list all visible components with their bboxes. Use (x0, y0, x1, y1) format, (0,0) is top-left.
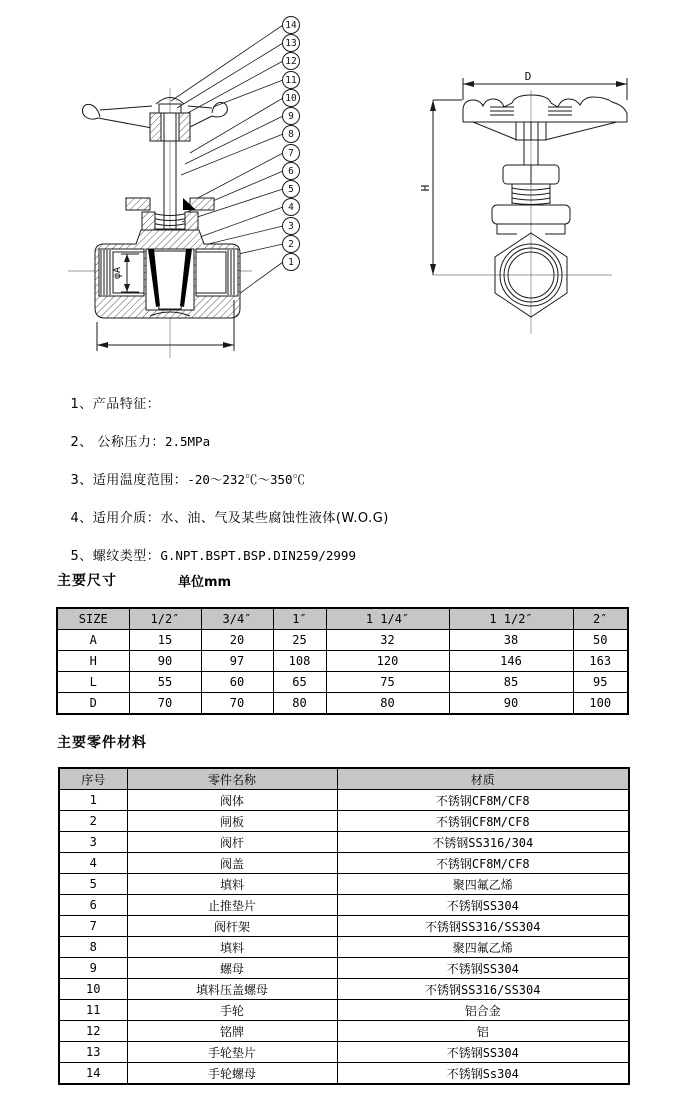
column-header: 2″ (573, 608, 628, 630)
header-row (59, 768, 629, 790)
table-cell: 2 (59, 811, 127, 832)
table-cell: 100 (573, 693, 628, 715)
materials-table-body (59, 790, 629, 1085)
materials-table (58, 767, 630, 1085)
table-row (59, 811, 629, 832)
feature-label: 3、适用温度范围： (70, 473, 188, 488)
table-cell: 60 (201, 672, 273, 693)
table-cell: 手轮螺母 (127, 1063, 337, 1085)
table-cell: 20 (201, 630, 273, 651)
column-header: 1″ (273, 608, 326, 630)
table-row (59, 916, 629, 937)
table-cell: 止推垫片 (127, 895, 337, 916)
dim-h (430, 100, 462, 275)
table-cell: 4 (59, 853, 127, 874)
materials-section-title: 主要零件材料 (57, 735, 147, 751)
table-row (59, 853, 629, 874)
dimensions-section-title: 主要尺寸 (57, 573, 117, 589)
column-header: 1/2″ (129, 608, 201, 630)
column-header: 1 1/4″ (326, 608, 449, 630)
table-cell: 75 (326, 672, 449, 693)
column-header: 材质 (337, 768, 629, 790)
column-header: SIZE (57, 608, 129, 630)
table-cell: 聚四氟乙烯 (337, 874, 629, 895)
table-row (59, 895, 629, 916)
table-cell: 不锈钢SS304 (337, 958, 629, 979)
table-cell: 闸板 (127, 811, 337, 832)
table-cell: 97 (201, 651, 273, 672)
table-cell: 70 (201, 693, 273, 715)
table-row (59, 1000, 629, 1021)
callout-number-14: 14 (285, 20, 297, 31)
table-cell: 80 (326, 693, 449, 715)
feature-value: G.NPT.BSPT.BSP.DIN259/2999 (160, 548, 356, 563)
callout-number-13: 13 (285, 38, 297, 49)
callout-number-3: 3 (288, 221, 294, 232)
valve-diagram (0, 0, 688, 372)
table-cell: 163 (573, 651, 628, 672)
callout-number-7: 7 (288, 148, 294, 159)
table-row (59, 1063, 629, 1085)
table-cell: 55 (129, 672, 201, 693)
table-cell: 阀杆架 (127, 916, 337, 937)
table-cell: 120 (326, 651, 449, 672)
feature-label: 1、产品特征： (70, 397, 161, 412)
table-row (59, 790, 629, 811)
table-cell: 13 (59, 1042, 127, 1063)
table-row (57, 693, 628, 715)
handwheel-side (463, 95, 627, 140)
table-cell: 70 (129, 693, 201, 715)
unit-label: 单位mm (178, 575, 232, 590)
dimensions-table-body (57, 630, 628, 715)
table-cell: 不锈钢CF8M/CF8 (337, 790, 629, 811)
callout-number-10: 10 (285, 93, 297, 104)
table-cell: 8 (59, 937, 127, 958)
callout-number-12: 12 (285, 56, 297, 67)
table-cell: 填料 (127, 874, 337, 895)
column-header: 1 1/2″ (449, 608, 573, 630)
column-header: 零件名称 (127, 768, 337, 790)
materials-table-head (59, 768, 629, 790)
table-cell: 3 (59, 832, 127, 853)
table-cell: 10 (59, 979, 127, 1000)
table-row (59, 1042, 629, 1063)
table-cell: 聚四氟乙烯 (337, 937, 629, 958)
table-cell: 阀杆 (127, 832, 337, 853)
table-row (57, 651, 628, 672)
table-cell: 阀体 (127, 790, 337, 811)
table-cell: 不锈钢SS316/SS304 (337, 916, 629, 937)
handwheel-section (82, 98, 227, 142)
table-cell: 95 (573, 672, 628, 693)
dimensions-table-head (57, 608, 628, 630)
column-header: 3/4″ (201, 608, 273, 630)
table-row (59, 937, 629, 958)
feature-label: 2、 公称压力： (70, 435, 165, 450)
table-row (57, 672, 628, 693)
callout-number-4: 4 (288, 202, 294, 213)
callout-number-11: 11 (285, 75, 297, 86)
table-cell: 146 (449, 651, 573, 672)
table-cell: 铝 (337, 1021, 629, 1042)
callout-number-8: 8 (288, 129, 294, 140)
feature-value: 2.5MPa (164, 434, 211, 449)
table-cell: 25 (273, 630, 326, 651)
table-cell: L (57, 672, 129, 693)
table-cell: H (57, 651, 129, 672)
table-cell: 15 (129, 630, 201, 651)
table-cell: 填料压盖螺母 (127, 979, 337, 1000)
callout-number-2: 2 (288, 239, 294, 250)
table-cell: A (57, 630, 129, 651)
table-cell: 12 (59, 1021, 127, 1042)
table-cell: 不锈钢SS316/304 (337, 832, 629, 853)
column-header: 序号 (59, 768, 127, 790)
table-row (59, 979, 629, 1000)
table-cell: 螺母 (127, 958, 337, 979)
table-cell: 手轮垫片 (127, 1042, 337, 1063)
table-cell: 铝合金 (337, 1000, 629, 1021)
header-row (57, 608, 628, 630)
feature-value: 水、油、气及某些腐蚀性液体(W.O.G) (160, 511, 389, 526)
dimensions-table (56, 607, 629, 715)
table-cell: 阀盖 (127, 853, 337, 874)
table-cell: 不锈钢SS316/SS304 (337, 979, 629, 1000)
feature-label: 5、螺纹类型： (70, 549, 161, 564)
feature-value: -20～232℃～350℃ (187, 472, 306, 487)
table-cell: 不锈钢CF8M/CF8 (337, 811, 629, 832)
table-cell: 85 (449, 672, 573, 693)
table-cell: 50 (573, 630, 628, 651)
feature-label: 4、适用介质： (70, 511, 161, 526)
table-cell: 9 (59, 958, 127, 979)
table-cell: 填料 (127, 937, 337, 958)
table-cell: D (57, 693, 129, 715)
table-cell: 108 (273, 651, 326, 672)
table-row (59, 1021, 629, 1042)
table-cell: 7 (59, 916, 127, 937)
table-cell: 不锈钢SS304 (337, 1042, 629, 1063)
left-view-section (68, 17, 300, 359)
table-cell: 38 (449, 630, 573, 651)
table-cell: 不锈钢Ss304 (337, 1063, 629, 1085)
table-cell: 铭牌 (127, 1021, 337, 1042)
callout-number-5: 5 (288, 184, 294, 195)
dim-label-phi-a: φA (112, 266, 123, 280)
table-cell: 不锈钢CF8M/CF8 (337, 853, 629, 874)
table-cell: 14 (59, 1063, 127, 1085)
callout-number-1: 1 (288, 257, 294, 268)
dim-label-d: D (524, 70, 532, 83)
table-cell: 65 (273, 672, 326, 693)
table-cell: 6 (59, 895, 127, 916)
dim-label-h: H (419, 184, 432, 192)
table-row (57, 630, 628, 651)
table-row (59, 874, 629, 895)
callout-circles (283, 17, 300, 271)
table-cell: 手轮 (127, 1000, 337, 1021)
table-cell: 11 (59, 1000, 127, 1021)
right-view-elevation (430, 78, 627, 334)
callout-number-6: 6 (288, 166, 294, 177)
table-cell: 90 (129, 651, 201, 672)
table-row (59, 832, 629, 853)
table-cell: 90 (449, 693, 573, 715)
table-cell: 80 (273, 693, 326, 715)
callout-number-9: 9 (288, 111, 294, 122)
table-cell: 5 (59, 874, 127, 895)
table-row (59, 958, 629, 979)
table-cell: 32 (326, 630, 449, 651)
table-cell: 1 (59, 790, 127, 811)
table-cell: 不锈钢SS304 (337, 895, 629, 916)
